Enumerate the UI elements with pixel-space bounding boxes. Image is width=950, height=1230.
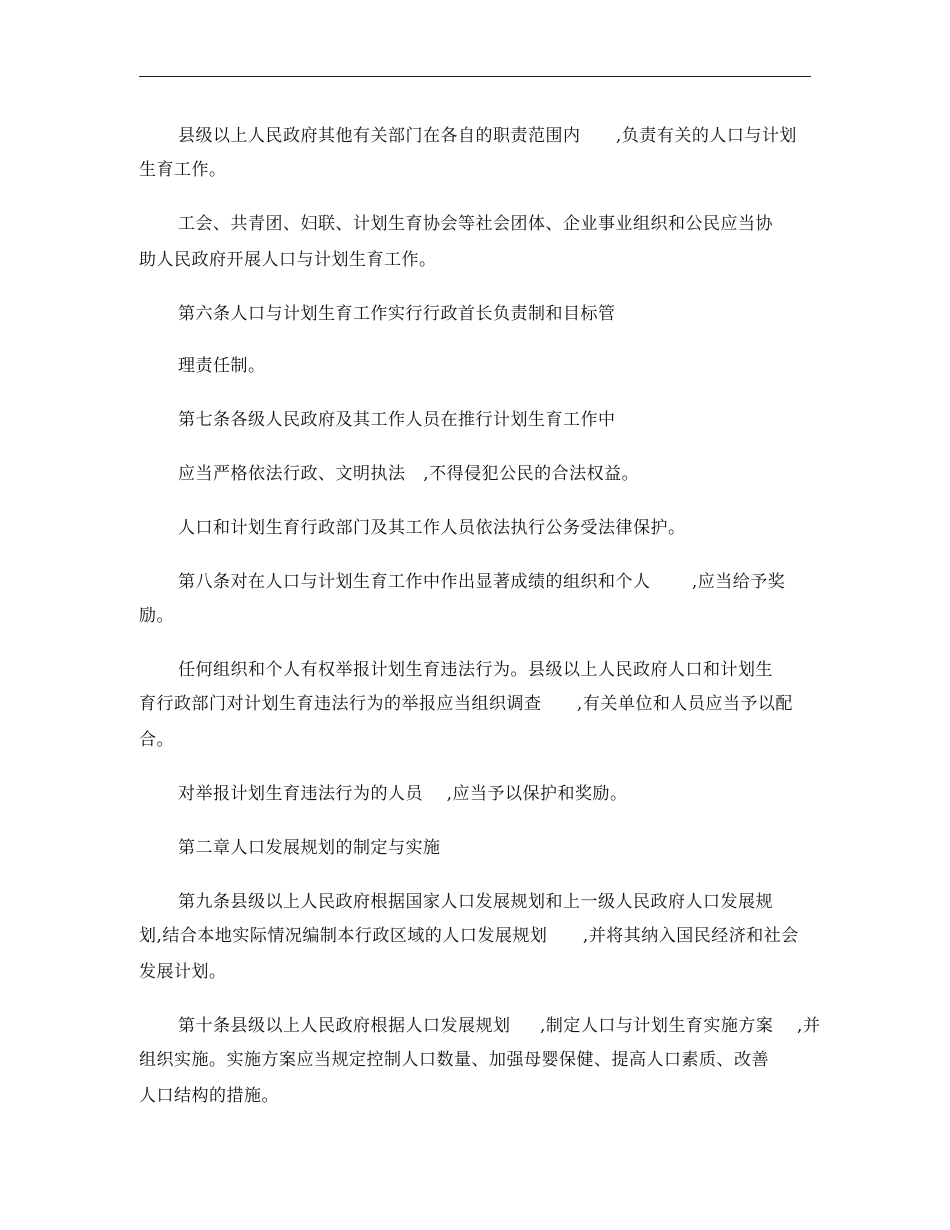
text-line: 励。 [139,606,174,626]
text-line: 理责任制。 [178,356,266,376]
text-line: 组织实施。实施方案应当规定控制人口数量、加强母婴保健、提高人口素质、改善 [139,1050,769,1070]
text-line: 工会、共青团、妇联、计划生育协会等社会团体、企业事业组织和公民应当协 [178,214,773,234]
text-line: 发展计划。 [139,962,227,982]
text-line: 生育工作。 [139,160,227,180]
text-line: 合。 [139,730,174,750]
text-line: 对举报计划生育违法行为的人员 ,应当予以保护和奖励。 [178,784,628,804]
chapter-heading: 第二章人口发展规划的制定与实施 [178,838,441,858]
text-line: 县级以上人民政府其他有关部门在各自的职责范围内 ,负责有关的人口与计划 [178,126,797,146]
header-rule [139,76,811,77]
text-line: 划,结合本地实际情况编制本行政区域的人口发展规划 ,并将其纳入国民经济和社会 [139,926,799,946]
text-line: 第七条各级人民政府及其工作人员在推行计划生育工作中 [178,410,616,430]
text-line: 第十条县级以上人民政府根据人口发展规划 ,制定人口与计划生育实施方案 ,并 [178,1016,821,1036]
text-line: 应当严格依法行政、文明执法 ,不得侵犯公民的合法权益。 [178,464,640,484]
text-line: 第六条人口与计划生育工作实行行政首长负责制和目标管 [178,304,616,324]
text-line: 第九条县级以上人民政府根据国家人口发展规划和上一级人民政府人口发展规 [178,892,773,912]
text-line: 第八条对在人口与计划生育工作中作出显著成绩的组织和个人 ,应当给予奖 [178,572,786,592]
text-line: 人口和计划生育行政部门及其工作人员依法执行公务受法律保护。 [178,518,686,538]
text-line: 助人民政府开展人口与计划生育工作。 [139,250,437,270]
text-line: 人口结构的措施。 [139,1086,279,1106]
text-line: 任何组织和个人有权举报计划生育违法行为。县级以上人民政府人口和计划生 [178,660,773,680]
text-line: 育行政部门对计划生育违法行为的举报应当组织调查 ,有关单位和人员应当予以配 [139,694,793,714]
